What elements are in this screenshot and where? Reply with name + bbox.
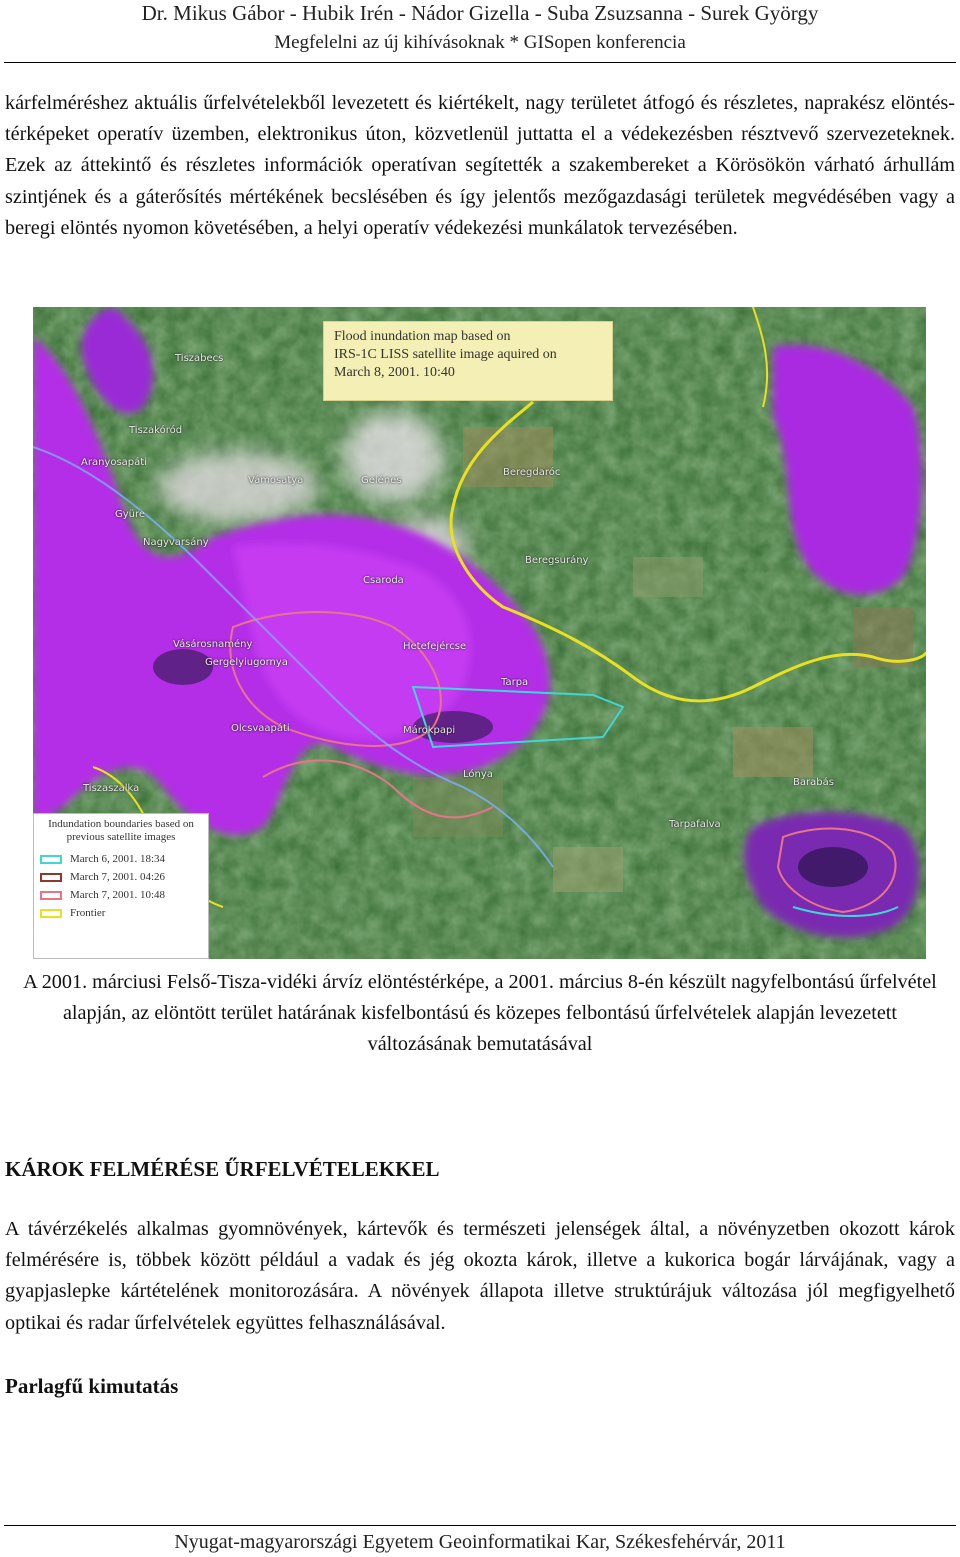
legend-title: Indundation boundaries based on previous satellite images [48,818,194,843]
place-label: Beregdaróc [503,467,561,478]
place-label: Tarpafalva [669,819,721,830]
map-title-line-1: Flood inundation map based on [334,329,511,344]
place-label: Vásárosnamény [173,639,253,650]
flood-inundation-map [33,307,926,959]
legend-item [40,850,202,868]
body-paragraph-2: A távérzékelés alkalmas gyomnövények, kártevők és természeti jelenségek által, a növényzetben okozott károk felmérésére is, többek között például a vadak és jég okozta károk, illetve a kukorica bogár lárvájának, vagy a gyapjaslepke kártételének monitorozására. A növények állapota illetve struktúrájuk változása jól megfigyelhető optikai és radar űrfelvételek együttes felhasználásával. [5,1218,955,1334]
legend-swatch-yellow [40,909,62,918]
place-label: Barabás [793,777,834,788]
place-label: Csaroda [363,575,404,586]
legend-swatch-cyan [40,855,62,864]
legend-swatch-pink [40,891,62,900]
place-label: Tiszaszalka [83,783,140,794]
legend-item [40,904,202,922]
place-label: Nagyvarsány [143,537,209,548]
map-title-box [323,321,613,401]
legend-item [40,868,202,886]
place-label: Beregsurány [525,555,589,566]
legend-item [40,886,202,904]
header-authors: Dr. Mikus Gábor - Hubik Irén - Nádor Gizella - Suba Zsuzsanna - Surek György [141,1,819,25]
place-label: Olcsvaapáti [231,723,290,734]
place-label: Tiszabecs [175,353,224,364]
legend-swatch-brown [40,873,62,882]
body-paragraph-1: kárfelméréshez aktuális űrfelvételekből levezetett és kiértékelt, nagy területet átfogó és részletes, naprakész elöntés-térképeket operatív üzemben, elektronikus úton, közvetlenül juttatta el a védekezésben résztvevő szervezeteknek. Ezek az áttekintő és részletes információk operatívan segítették a szakembereket a Körösökön várható árhullám szintjének és a gáterősítés mértékének becslésében és így jelentős mezőgazdasági területek megvédésében vagy a beregi elöntés nyomon követésében, a helyi operatív védekezési munkálatok tervezésében. [5,92,955,239]
place-label: Gergelyiugornya [205,657,288,668]
subsection-title: Parlagfű kimutatás [5,1374,179,1398]
figure-caption: A 2001. márciusi Felső-Tisza-vidéki árvíz elöntéstérképe, a 2001. március 8-én készült nagyfelbontású űrfelvétel alapján, az elöntött terület határának kisfelbontású és közepes felbontású űrfelvételek alapján levezetett változásának bemutatásával [23,971,937,1055]
map-title-line-3: March 8, 2001. 10:40 [334,365,455,380]
place-label: Vámosatya [248,475,304,486]
map-title-line-2: IRS-1C LISS satellite image aquired on [334,347,557,362]
legend-label: March 7, 2001. 04:26 [70,870,166,883]
legend-label: March 6, 2001. 18:34 [70,852,166,865]
legend-label: Frontier [70,906,106,919]
legend-label: March 7, 2001. 10:48 [70,888,166,901]
header-conference: Megfelelni az új kihívásoknak * GISopen konferencia [274,32,686,53]
place-label: Hetefejércse [403,641,467,652]
map-legend [33,813,209,959]
place-label: Lónya [463,769,493,780]
header-rule [4,62,956,63]
place-label: Márokpapi [403,725,456,736]
place-label: Gyüre [115,509,146,520]
section-title: KÁROK FELMÉRÉSE ŰRFELVÉTELEKKEL [5,1157,440,1181]
place-label: Tiszakóród [129,425,183,436]
place-label: Gelénes [361,475,402,486]
footer-text: Nyugat-magyarországi Egyetem Geoinformatikai Kar, Székesfehérvár, 2011 [174,1531,786,1553]
footer-rule [4,1525,956,1526]
place-label: Aranyosapáti [81,457,147,468]
place-label: Tarpa [501,677,529,688]
